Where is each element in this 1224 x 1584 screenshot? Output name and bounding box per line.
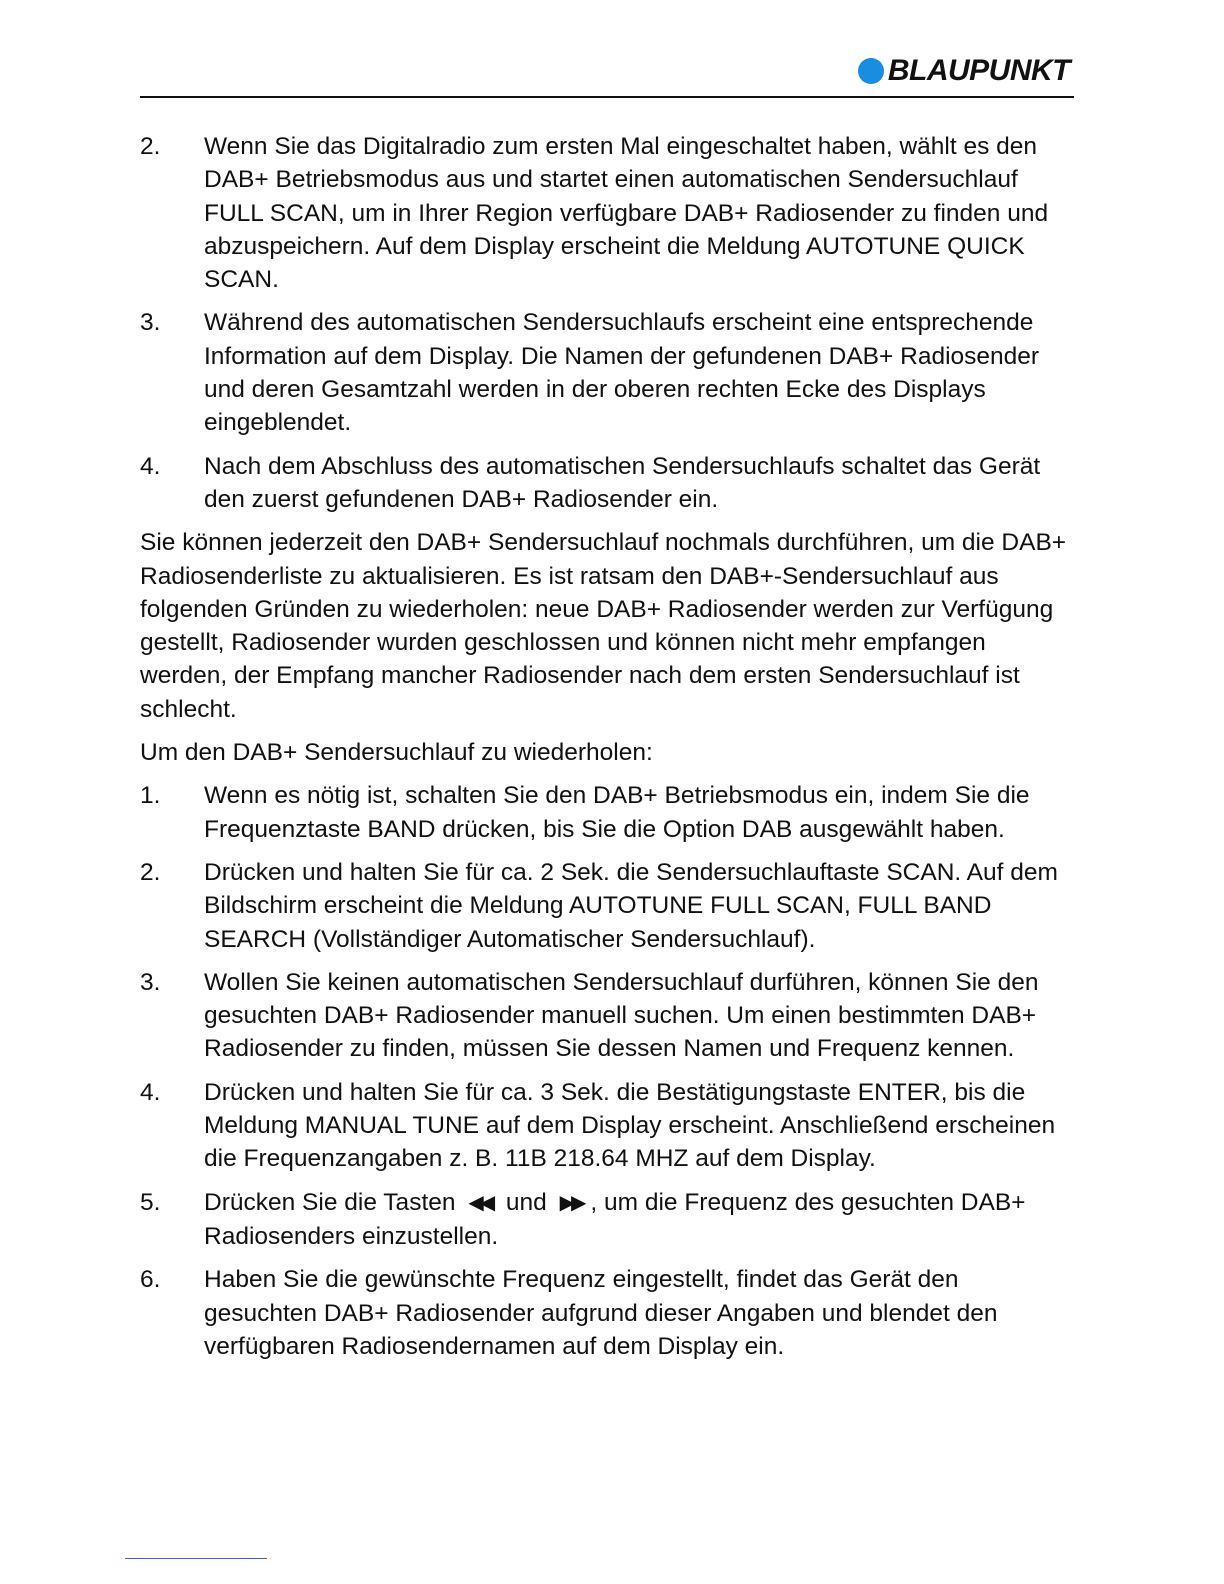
list-item — [140, 1186, 1074, 1254]
list-number: 1. — [140, 782, 161, 810]
list-text: Drücken und halten Sie für ca. 2 Sek. die Sendersuchlauftaste SCAN. Auf dem Bildschirm erscheint die Meldung AUTOTUNE FULL SCAN, FULL BAND SEARCH (Vollständiger Automatischer Sendersuchlauf). — [204, 858, 1058, 953]
brand-name: BLAUPUNKT — [887, 54, 1070, 87]
list-text: Während des automatischen Sendersuchlaufs erscheint eine entsprechende Information auf dem Display. Die Namen der gefundenen DAB+ Radiosender und deren Gesamtzahl werden in der oberen rechten Ecke des Displays eingeblendet. — [204, 309, 1040, 437]
list-text: Nach dem Abschluss des automatischen Sendersuchlaufs schaltet das Gerät den zuerst gefundenen DAB+ Radiosender ein. — [204, 452, 1041, 513]
list-item — [140, 306, 1074, 439]
list-number: 6. — [140, 1266, 161, 1294]
list-text: Wenn Sie das Digitalradio zum ersten Mal eingeschaltet haben, wählt es den DAB+ Betriebsmodus aus und startet einen automatischen Sendersuchlauf FULL SCAN, um in Ihrer Region verfügbare DAB+ Radiosender zu finden und abzuspeichern. Auf dem Display erscheint die Meldung AUTOTUNE QUICK SCAN. — [204, 133, 1049, 294]
list-item — [140, 856, 1074, 956]
list-number: 2. — [140, 858, 161, 886]
list-item — [140, 779, 1074, 846]
list-text: Wollen Sie keinen automatischen Sendersuchlauf durführen, können Sie den gesuchten DAB+ Radiosender manuell suchen. Um einen bestimmten DAB+ Radiosender zu finden, müssen Sie dessen Namen und Frequenz kennen. — [204, 968, 1039, 1063]
list-text-mid: und — [505, 1188, 547, 1216]
list-number: 5. — [140, 1188, 161, 1216]
list-item — [140, 966, 1074, 1066]
fast-forward-icon: ▶▶ — [559, 1191, 583, 1214]
list-item — [140, 450, 1074, 517]
list-number: 4. — [140, 1078, 161, 1106]
list-number: 3. — [140, 309, 161, 337]
list-item — [140, 130, 1074, 296]
paragraph-rescan-info: Sie können jederzeit den DAB+ Sendersuchlauf nochmals durchführen, um die DAB+ Radiosenderliste zu aktualisieren. Es ist ratsam den DAB+-Sendersuchlauf aus folgenden Gründen zu wiederholen: neue DAB+ Radiosender werden zur Verfügung gestellt, Radiosender wurden geschlossen und können nicht mehr empfangen werden, der Empfang mancher Radiosender nach dem ersten Sendersuchlauf ist schlecht. — [140, 529, 1067, 723]
footer-divider — [125, 1558, 267, 1559]
brand-logo — [858, 56, 1070, 86]
list-number: 4. — [140, 452, 161, 480]
list-item — [140, 1263, 1074, 1363]
list-item — [140, 1076, 1074, 1176]
list-text: Haben Sie die gewünschte Frequenz eingestellt, findet das Gerät den gesuchten DAB+ Radiosender aufgrund dieser Angaben und blendet den verfügbaren Radiosendernamen auf dem Display ein. — [204, 1266, 998, 1360]
page-header — [140, 52, 1074, 98]
list-text: Wenn es nötig ist, schalten Sie den DAB+ Betriebsmodus ein, indem Sie die Frequenztaste BAND drücken, bis Sie die Option DAB ausgewählt haben. — [204, 782, 1030, 843]
list-number: 2. — [140, 133, 161, 160]
page-content — [140, 130, 1074, 1373]
list-text: Drücken und halten Sie für ca. 3 Sek. die Bestätigungstaste ENTER, bis die Meldung MANUAL TUNE auf dem Display erscheint. Anschließend erscheinen die Frequenzangaben z. B. 11B 218.64 MHZ auf dem Display. — [204, 1078, 1056, 1173]
list-number: 3. — [140, 968, 161, 996]
paragraph-rescan-intro: Um den DAB+ Sendersuchlauf zu wiederholen: — [140, 739, 653, 767]
rewind-icon: ◀◀ — [468, 1191, 492, 1214]
logo-dot-icon — [858, 58, 884, 84]
list-text-before: Drücken Sie die Tasten — [204, 1188, 456, 1216]
list-text-after: , um die Frequenz des gesuchten DAB+ Radiosenders einzustellen. — [204, 1188, 1026, 1250]
